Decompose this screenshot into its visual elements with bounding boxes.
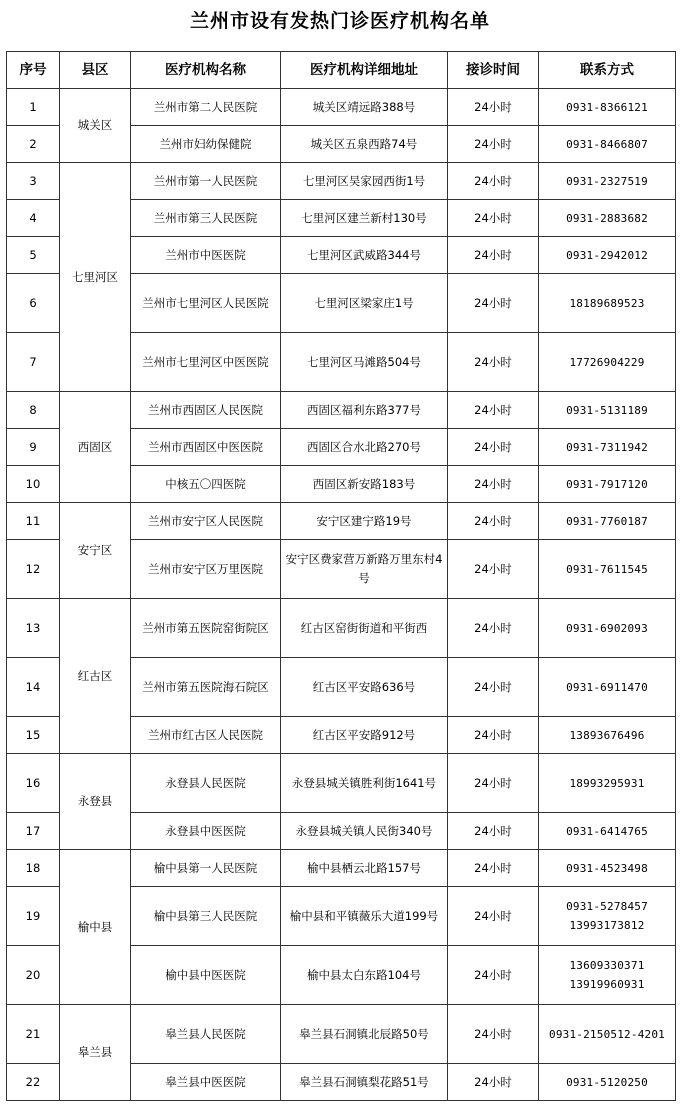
row-hospital-name: 兰州市安宁区万里医院 [131,540,281,599]
row-hours: 24小时 [448,887,539,946]
row-address: 红古区平安路636号 [281,658,448,717]
row-hospital-name: 皋兰县人民医院 [131,1005,281,1064]
table-body [7,89,676,1101]
row-phone [539,1005,676,1064]
row-phone [539,754,676,813]
row-phone [539,89,676,126]
row-phone [539,540,676,599]
row-seq: 7 [7,333,60,392]
phone-number: 0931-6902093 [566,621,648,635]
row-phone [539,237,676,274]
phone-number: 13919960931 [569,978,645,991]
row-hospital-name: 兰州市西固区人民医院 [131,392,281,429]
row-hours: 24小时 [448,237,539,274]
row-phone [539,599,676,658]
row-seq: 19 [7,887,60,946]
row-hours: 24小时 [448,1005,539,1064]
row-hours: 24小时 [448,717,539,754]
row-district: 城关区 [60,89,131,163]
row-address: 七里河区武威路344号 [281,237,448,274]
table-header-row [7,52,676,89]
row-address: 七里河区建兰新村130号 [281,200,448,237]
row-address: 永登县城关镇人民街340号 [281,813,448,850]
row-hours: 24小时 [448,540,539,599]
row-address: 皋兰县石洞镇北辰路50号 [281,1005,448,1064]
row-seq: 15 [7,717,60,754]
row-seq: 17 [7,813,60,850]
table-row [7,599,676,658]
row-phone [539,1064,676,1101]
row-hours: 24小时 [448,89,539,126]
row-hours: 24小时 [448,126,539,163]
phone-number: 0931-7611545 [566,562,648,576]
row-hospital-name: 榆中县中医医院 [131,946,281,1005]
row-district: 红古区 [60,599,131,754]
row-address: 七里河区梁家庄1号 [281,274,448,333]
row-hours: 24小时 [448,466,539,503]
row-hospital-name: 兰州市七里河区中医医院 [131,333,281,392]
phone-number: 18189689523 [569,296,645,310]
phone-number: 13609330371 [569,959,645,972]
header-hours: 接诊时间 [448,52,539,89]
header-district: 县区 [60,52,131,89]
row-address: 安宁区建宁路19号 [281,503,448,540]
phone-number: 0931-8366121 [566,100,648,114]
row-seq: 22 [7,1064,60,1101]
row-phone [539,274,676,333]
row-phone [539,126,676,163]
row-seq: 5 [7,237,60,274]
row-district: 西固区 [60,392,131,503]
row-hospital-name: 兰州市红古区人民医院 [131,717,281,754]
header-contact: 联系方式 [539,52,676,89]
header-address: 医疗机构详细地址 [281,52,448,89]
row-hospital-name: 中核五〇四医院 [131,466,281,503]
row-hospital-name: 兰州市中医医院 [131,237,281,274]
row-phone [539,466,676,503]
row-district: 榆中县 [60,850,131,1005]
row-phone [539,333,676,392]
row-seq: 16 [7,754,60,813]
row-address: 红古区平安路912号 [281,717,448,754]
row-hours: 24小时 [448,658,539,717]
row-seq: 6 [7,274,60,333]
row-phone [539,658,676,717]
row-address: 皋兰县石洞镇梨花路51号 [281,1064,448,1101]
row-seq: 18 [7,850,60,887]
phone-number: 0931-5131189 [566,403,648,417]
row-seq: 12 [7,540,60,599]
phone-number: 0931-2327519 [566,174,648,188]
row-address: 七里河区吴家园西街1号 [281,163,448,200]
phone-number: 0931-7760187 [566,514,648,528]
table-row [7,850,676,887]
row-address: 城关区五泉西路74号 [281,126,448,163]
row-hospital-name: 榆中县第三人民医院 [131,887,281,946]
row-hospital-name: 榆中县第一人民医院 [131,850,281,887]
table-row [7,392,676,429]
phone-number: 0931-5278457 [566,900,648,913]
row-seq: 1 [7,89,60,126]
phone-number: 0931-2942012 [566,248,648,262]
row-hospital-name: 兰州市第五医院窑街院区 [131,599,281,658]
row-hours: 24小时 [448,429,539,466]
row-seq: 10 [7,466,60,503]
row-district: 七里河区 [60,163,131,392]
row-seq: 9 [7,429,60,466]
row-hours: 24小时 [448,200,539,237]
table-row [7,163,676,200]
row-phone [539,392,676,429]
row-district: 永登县 [60,754,131,850]
phone-number: 0931-2150512-4201 [549,1027,665,1041]
phone-number: 13893676496 [569,728,645,742]
row-hospital-name: 兰州市第一人民医院 [131,163,281,200]
row-hours: 24小时 [448,503,539,540]
row-hospital-name: 皋兰县中医医院 [131,1064,281,1101]
table-row [7,503,676,540]
table-row [7,1005,676,1064]
row-seq: 8 [7,392,60,429]
row-hours: 24小时 [448,274,539,333]
row-hospital-name: 永登县中医医院 [131,813,281,850]
row-hours: 24小时 [448,946,539,1005]
row-seq: 21 [7,1005,60,1064]
row-address: 永登县城关镇胜利街1641号 [281,754,448,813]
row-hours: 24小时 [448,163,539,200]
phone-number: 0931-7917120 [566,477,648,491]
row-hours: 24小时 [448,1064,539,1101]
row-hospital-name: 兰州市七里河区人民医院 [131,274,281,333]
row-district: 安宁区 [60,503,131,599]
phone-number: 0931-4523498 [566,861,648,875]
row-district: 皋兰县 [60,1005,131,1101]
row-hospital-name: 兰州市第三人民医院 [131,200,281,237]
row-address: 榆中县栖云北路157号 [281,850,448,887]
row-phone [539,717,676,754]
phone-number: 0931-2883682 [566,211,648,225]
header-name: 医疗机构名称 [131,52,281,89]
row-hospital-name: 永登县人民医院 [131,754,281,813]
table-row [7,754,676,813]
phone-number: 13993173812 [569,919,645,932]
hospital-table [6,51,676,1101]
row-seq: 2 [7,126,60,163]
row-seq: 14 [7,658,60,717]
row-address: 榆中县太白东路104号 [281,946,448,1005]
row-hours: 24小时 [448,850,539,887]
row-phone [539,887,676,946]
row-hours: 24小时 [448,599,539,658]
row-address: 西固区新安路183号 [281,466,448,503]
row-hospital-name: 兰州市妇幼保健院 [131,126,281,163]
row-address: 西固区福利东路377号 [281,392,448,429]
row-hospital-name: 兰州市西固区中医医院 [131,429,281,466]
row-seq: 13 [7,599,60,658]
row-hours: 24小时 [448,754,539,813]
phone-number: 0931-5120250 [566,1075,648,1089]
row-phone [539,946,676,1005]
phone-number: 0931-7311942 [566,440,648,454]
row-address: 城关区靖远路388号 [281,89,448,126]
row-address: 西固区合水北路270号 [281,429,448,466]
row-hospital-name: 兰州市第二人民医院 [131,89,281,126]
row-phone [539,200,676,237]
row-phone [539,850,676,887]
row-seq: 11 [7,503,60,540]
phone-number: 0931-6911470 [566,680,648,694]
phone-number: 17726904229 [569,355,645,369]
page-title: 兰州市设有发热门诊医疗机构名单 [189,10,490,32]
table-row [7,89,676,126]
row-phone [539,163,676,200]
row-seq: 4 [7,200,60,237]
row-hospital-name: 兰州市第五医院海石院区 [131,658,281,717]
phone-number: 18993295931 [569,776,645,790]
row-hours: 24小时 [448,392,539,429]
row-address: 七里河区马滩路504号 [281,333,448,392]
phone-number: 0931-6414765 [566,824,648,838]
header-seq: 序号 [7,52,60,89]
row-hours: 24小时 [448,333,539,392]
phone-number: 0931-8466807 [566,137,648,151]
row-hospital-name: 兰州市安宁区人民医院 [131,503,281,540]
row-seq: 3 [7,163,60,200]
row-address: 红古区窑街街道和平街西 [281,599,448,658]
row-hours: 24小时 [448,813,539,850]
row-phone [539,429,676,466]
row-phone [539,813,676,850]
row-address: 安宁区费家营万新路万里东村4号 [281,540,448,599]
row-address: 榆中县和平镇薇乐大道199号 [281,887,448,946]
row-seq: 20 [7,946,60,1005]
row-phone [539,503,676,540]
